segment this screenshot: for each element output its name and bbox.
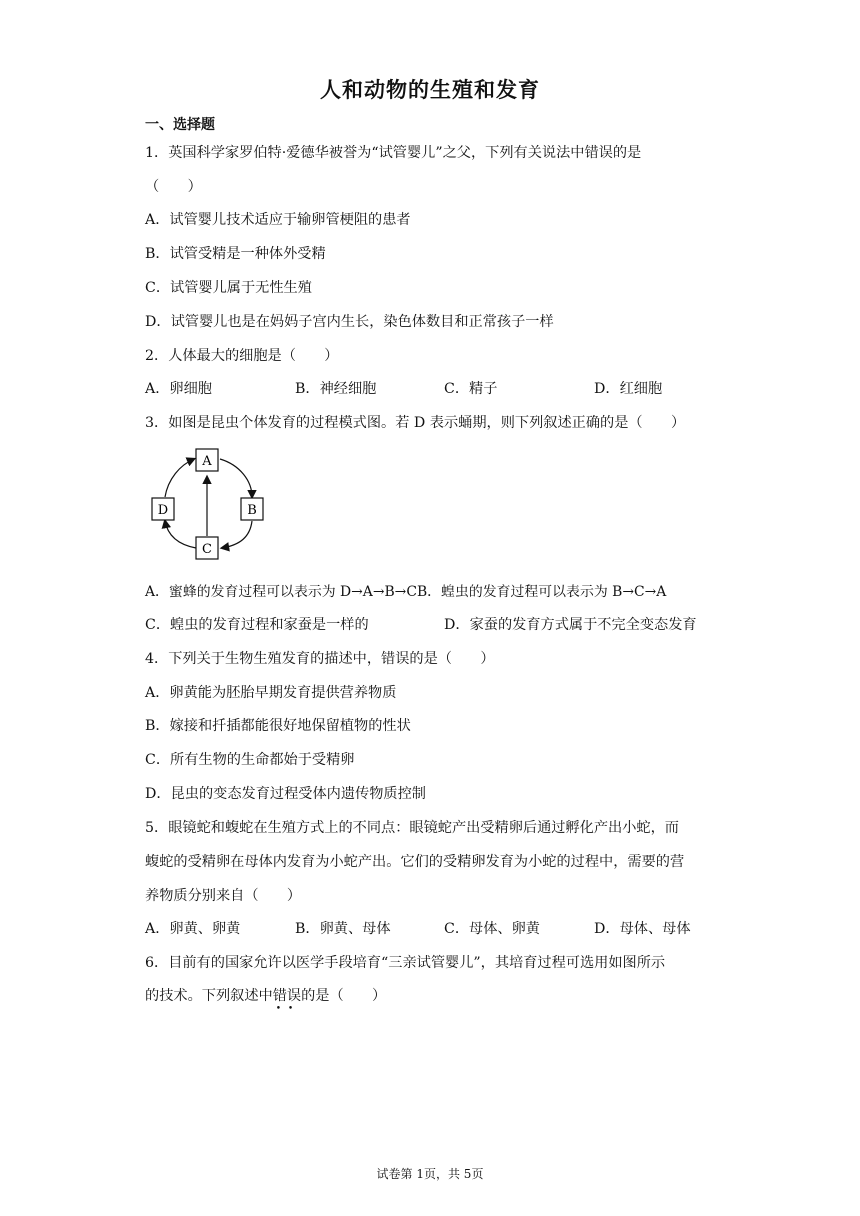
arrow-d-to-a (165, 459, 194, 497)
q5-option-d: D．母体、母体 (594, 921, 691, 937)
q6-stem-line2 (145, 985, 386, 1005)
q3-options-a-b: A．蜜蜂的发育过程可以表示为 D→A→B→CB．蝗虫的发育过程可以表示为 B→C→A (145, 584, 667, 600)
q2-stem: 2．人体最大的细胞是（ ） (145, 348, 339, 364)
q1-option-b: B．试管受精是一种体外受精 (145, 246, 326, 262)
q1-option-d: D．试管婴儿也是在妈妈子宫内生长，染色体数目和正常孩子一样 (145, 314, 554, 330)
page-title: 人和动物的生殖和发育 (320, 78, 540, 102)
q2-option-c: C．精子 (444, 381, 498, 397)
q2-option-a: A．卵细胞 (145, 381, 212, 397)
q5-stem-line1: 5．眼镜蛇和蝮蛇在生殖方式上的不同点：眼镜蛇产出受精卵后通过孵化产出小蛇，而 (145, 820, 679, 836)
q1-stem-line2: （ ） (145, 179, 202, 195)
arrow-a-to-b (220, 459, 252, 497)
stage-a-label: A (202, 454, 212, 469)
q3-stem: 3．如图是昆虫个体发育的过程模式图。若 D 表示蛹期，则下列叙述正确的是（ ） (145, 415, 686, 431)
q1-option-a: A．试管婴儿技术适应于输卵管梗阻的患者 (145, 212, 411, 228)
section-heading: 一、选择题 (145, 117, 215, 133)
q5-option-a: A．卵黄、卵黄 (145, 921, 241, 937)
q6-emphasized-word: 错误 • • (273, 988, 301, 1004)
q4-option-d: D．昆虫的变态发育过程受体内遗传物质控制 (145, 786, 426, 802)
arrow-c-to-d (165, 521, 196, 548)
q1-stem-line1: 1．英国科学家罗伯特·爱德华被誉为“试管婴儿”之父，下列有关说法中错误的是 (145, 145, 642, 161)
q5-option-b: B．卵黄、母体 (295, 921, 391, 937)
q3-option-c: C．蝗虫的发育过程和家蚕是一样的 (145, 617, 369, 633)
q4-option-c: C．所有生物的生命都始于受精卵 (145, 752, 355, 768)
q4-option-a: A．卵黄能为胚胎早期发育提供营养物质 (145, 685, 397, 701)
q6-stem-line1: 6．目前有的国家允许以医学手段培育“三亲试管婴儿”，其培育过程可选用如图所示 (145, 955, 666, 971)
q2-option-d: D．红细胞 (594, 381, 663, 397)
insect-development-diagram (140, 441, 270, 566)
q5-option-c: C．母体、卵黄 (444, 921, 540, 937)
q5-stem-line3: 养物质分别来自（ ） (145, 888, 302, 904)
q4-stem: 4．下列关于生物生殖发育的描述中，错误的是（ ） (145, 651, 495, 667)
stage-d-label: D (157, 503, 169, 518)
stage-b-label: B (247, 503, 257, 518)
q1-option-c: C．试管婴儿属于无性生殖 (145, 280, 312, 296)
q3-option-d: D．家蚕的发育方式属于不完全变态发育 (444, 617, 697, 633)
q6-stem-pre: 的技术。下列叙述中 (145, 988, 273, 1004)
q5-stem-line2: 蝮蛇的受精卵在母体内发育为小蛇产出。它们的受精卵发育为小蛇的过程中，需要的营 (145, 854, 685, 870)
q2-option-b: B．神经细胞 (295, 381, 377, 397)
q4-option-b: B．嫁接和扦插都能很好地保留植物的性状 (145, 718, 411, 734)
arrow-b-to-c (222, 521, 252, 548)
stage-c-label: C (202, 542, 212, 557)
q6-stem-post: 的是（ ） (301, 988, 387, 1004)
page-footer: 试卷第 1页，共 5页 (376, 1167, 484, 1181)
